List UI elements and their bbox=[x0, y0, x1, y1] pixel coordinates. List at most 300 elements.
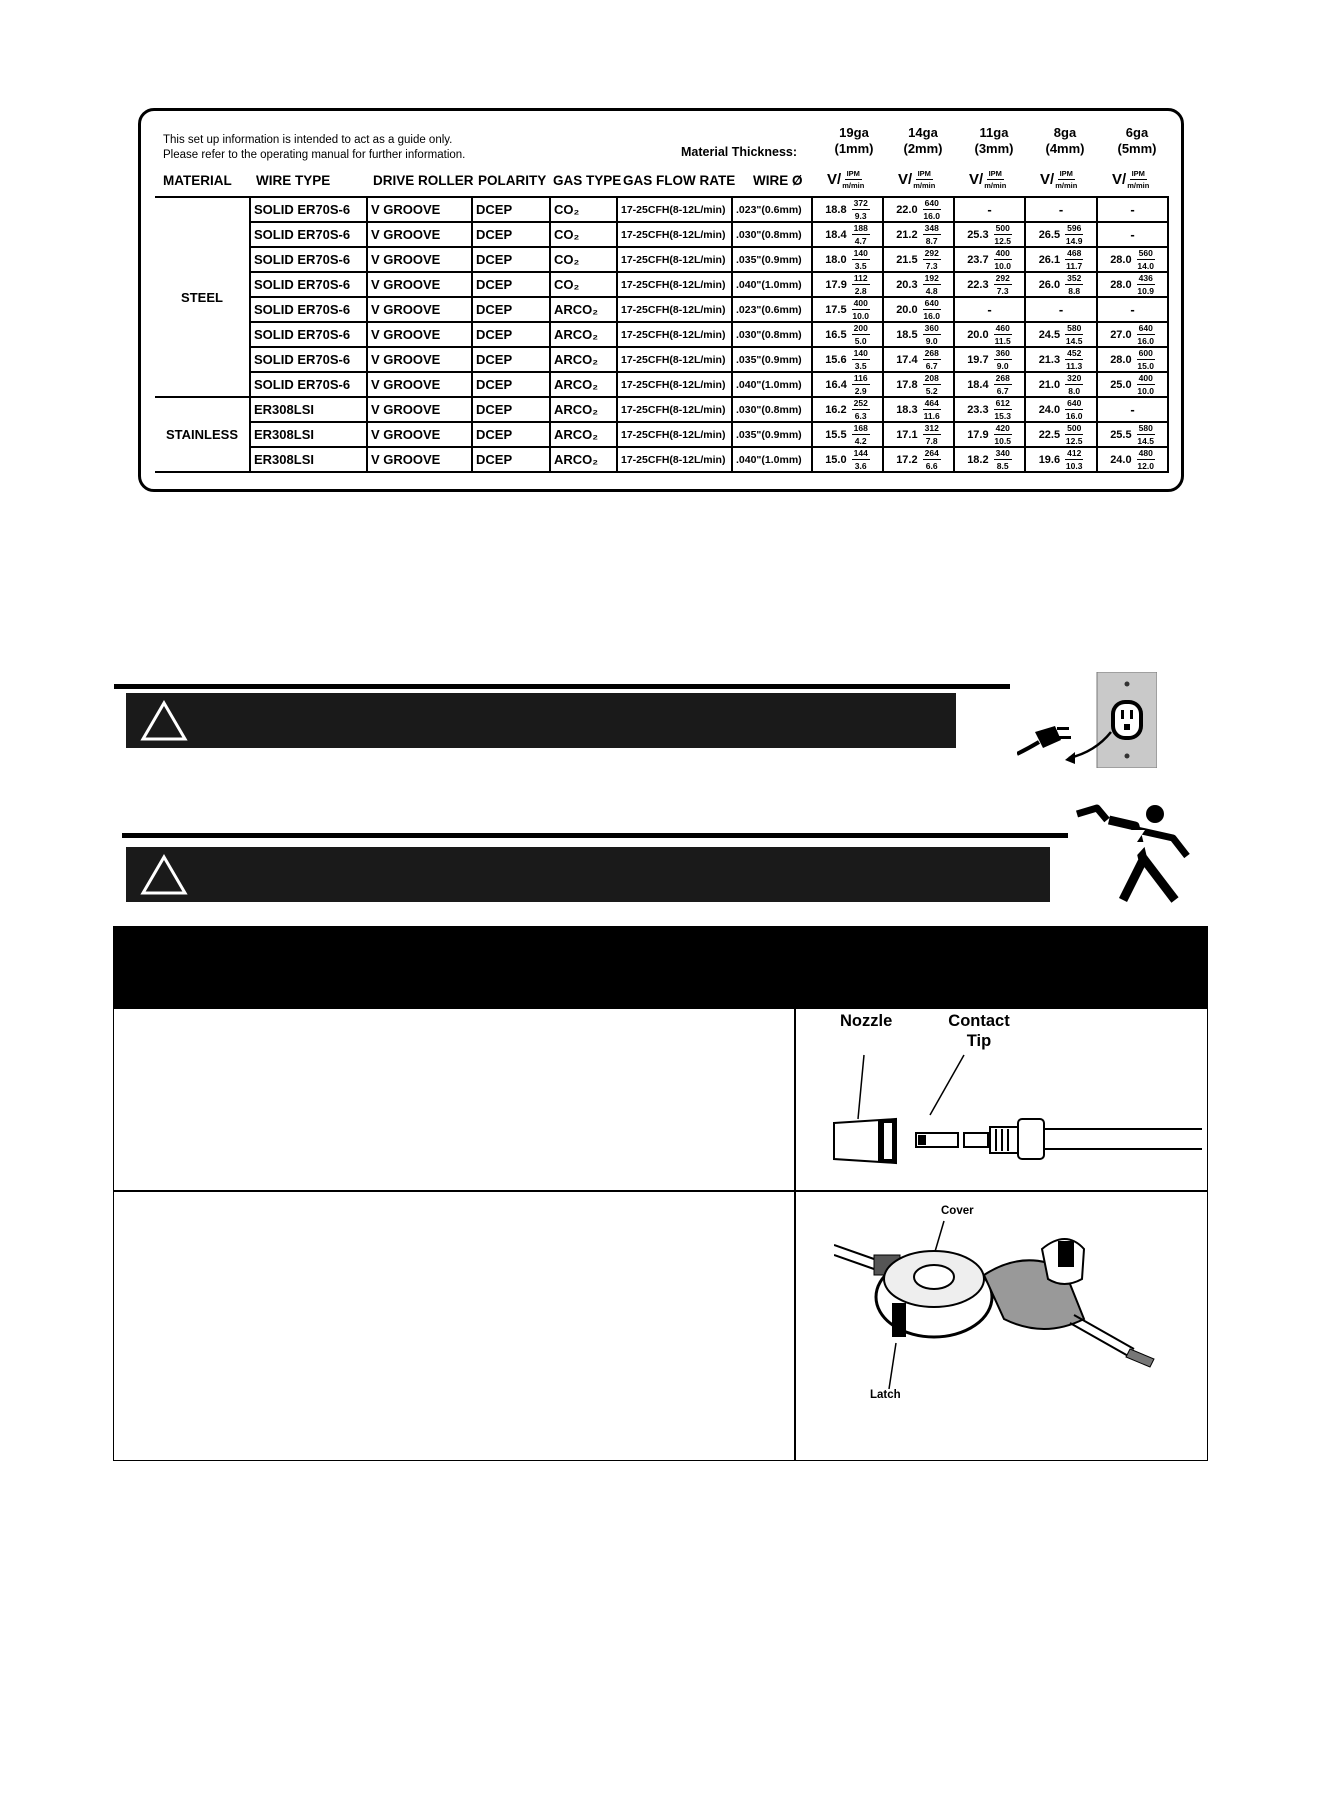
voltage-speed-cell bbox=[1025, 372, 1097, 397]
wire-speed-mmin: 6.7 bbox=[925, 361, 938, 371]
wire-type-cell: ER308LSI bbox=[250, 397, 367, 422]
guide-note-line2: Please refer to the operating manual for further information. bbox=[163, 149, 466, 161]
wire-speed-mmin: 5.0 bbox=[854, 336, 867, 346]
guide-note-line1: This set up information is intended to act as a guide only. bbox=[163, 134, 453, 146]
voltage-speed-cell bbox=[812, 447, 883, 472]
wire-speed-ipm: 460 bbox=[995, 323, 1010, 333]
wire-speed-fraction bbox=[1137, 248, 1155, 271]
voltage-speed-cell bbox=[883, 397, 954, 422]
voltage-speed-cell bbox=[812, 197, 883, 222]
voltage-speed-cell bbox=[1025, 272, 1097, 297]
wire-speed-mmin: 7.8 bbox=[925, 436, 938, 446]
wire-speed-mmin: 8.8 bbox=[1068, 286, 1081, 296]
wire-speed-mmin: 12.0 bbox=[1137, 461, 1154, 471]
wire-speed-ipm: 640 bbox=[924, 298, 939, 308]
voltage-speed-cell bbox=[1025, 322, 1097, 347]
warning-banner-shock bbox=[126, 847, 1050, 902]
electric-shock-icon bbox=[1073, 800, 1193, 905]
header-gas-flow-rate: GAS FLOW RATE bbox=[623, 173, 736, 188]
wire-speed-ipm: 400 bbox=[995, 248, 1010, 258]
unit-bottom: m/min bbox=[842, 181, 865, 190]
voltage-value: 21.3 bbox=[1038, 353, 1061, 366]
header-v-ipm-14ga bbox=[898, 169, 935, 190]
voltage-value: 21.5 bbox=[896, 253, 918, 266]
header-gas-type: GAS TYPE bbox=[553, 173, 622, 188]
voltage-value: 18.5 bbox=[896, 328, 918, 341]
voltage-speed-cell bbox=[883, 297, 954, 322]
column-divider bbox=[794, 1009, 796, 1460]
voltage-speed-cell bbox=[954, 347, 1025, 372]
warning-rule bbox=[122, 833, 1068, 838]
wire-type-cell: SOLID ER70S-6 bbox=[250, 322, 367, 347]
table-row bbox=[155, 397, 1168, 422]
header-v-ipm-19ga bbox=[827, 169, 864, 190]
voltage-value: 28.0 bbox=[1110, 353, 1132, 366]
drive-roller-cell: V GROOVE bbox=[367, 422, 472, 447]
wire-speed-fraction bbox=[852, 223, 870, 246]
voltage-speed-pair bbox=[957, 398, 1022, 421]
voltage-value: 17.9 bbox=[967, 428, 989, 441]
drive-roller-cell: V GROOVE bbox=[367, 397, 472, 422]
contact-tip-label bbox=[936, 1011, 1022, 1051]
gas-flow-cell: 17-25CFH(8-12L/min) bbox=[617, 372, 732, 397]
voltage-value: 18.0 bbox=[825, 253, 847, 266]
unit-top: IPM bbox=[1131, 169, 1145, 178]
table-row bbox=[155, 222, 1168, 247]
voltage-speed-pair bbox=[1028, 373, 1094, 396]
wire-speed-fraction bbox=[1065, 373, 1083, 396]
voltage-speed-cell bbox=[1097, 447, 1168, 472]
nozzle-label: Nozzle bbox=[840, 1012, 893, 1030]
header-wire-dia: WIRE Ø bbox=[753, 173, 803, 188]
gas-flow-cell: 17-25CFH(8-12L/min) bbox=[617, 447, 732, 472]
voltage-speed-cell bbox=[812, 297, 883, 322]
voltage-speed-cell bbox=[1025, 197, 1097, 222]
voltage-speed-cell bbox=[883, 372, 954, 397]
voltage-value: 26.5 bbox=[1038, 228, 1061, 241]
wire-speed-fraction bbox=[923, 323, 941, 346]
voltage-speed-pair bbox=[1028, 248, 1094, 271]
voltage-speed-pair bbox=[957, 223, 1022, 246]
header-v-ipm-8ga bbox=[1040, 169, 1077, 190]
voltage-value: 24.5 bbox=[1038, 328, 1061, 341]
table-row bbox=[155, 322, 1168, 347]
voltage-speed-cell bbox=[812, 247, 883, 272]
row-divider bbox=[114, 1190, 1207, 1192]
wire-spool-cover-diagram bbox=[834, 1219, 1164, 1391]
voltage-speed-pair bbox=[815, 398, 880, 421]
voltage-speed-pair bbox=[1028, 398, 1094, 421]
header-drive-roller: DRIVE ROLLER bbox=[373, 173, 474, 188]
voltage-value: 16.2 bbox=[825, 403, 847, 416]
wire-speed-mmin: 16.0 bbox=[923, 311, 940, 321]
voltage-speed-pair bbox=[1100, 248, 1165, 271]
voltage-value: 18.3 bbox=[896, 403, 918, 416]
drive-roller-cell: V GROOVE bbox=[367, 372, 472, 397]
unit-fraction bbox=[1127, 169, 1149, 190]
voltage-speed-cell bbox=[812, 322, 883, 347]
unit-fraction bbox=[984, 169, 1006, 190]
wire-speed-fraction bbox=[1137, 448, 1155, 471]
wire-speed-ipm: 360 bbox=[924, 323, 939, 333]
voltage-speed-pair bbox=[957, 248, 1022, 271]
wire-type-cell: SOLID ER70S-6 bbox=[250, 272, 367, 297]
wire-speed-ipm: 192 bbox=[924, 273, 939, 283]
voltage-speed-pair bbox=[957, 448, 1022, 471]
voltage-speed-pair bbox=[1028, 348, 1094, 371]
voltage-speed-cell bbox=[812, 347, 883, 372]
wire-speed-ipm: 268 bbox=[995, 373, 1010, 383]
unit-bottom: m/min bbox=[984, 181, 1007, 190]
wire-speed-fraction bbox=[923, 273, 941, 296]
gas-flow-cell: 17-25CFH(8-12L/min) bbox=[617, 422, 732, 447]
table-row bbox=[155, 297, 1168, 322]
wire-speed-mmin: 9.0 bbox=[925, 336, 938, 346]
gauge-19ga bbox=[824, 125, 884, 157]
voltage-speed-pair bbox=[886, 373, 951, 396]
voltage-value: 15.5 bbox=[825, 428, 847, 441]
wire-dia-cell: .040"(1.0mm) bbox=[732, 447, 812, 472]
wire-speed-mmin: 14.5 bbox=[1137, 436, 1154, 446]
wire-dia-cell: .040"(1.0mm) bbox=[732, 372, 812, 397]
polarity-cell: DCEP bbox=[472, 372, 550, 397]
wire-speed-ipm: 144 bbox=[853, 448, 868, 458]
wire-speed-fraction bbox=[852, 273, 870, 296]
wire-speed-fraction bbox=[1137, 273, 1155, 296]
voltage-value: 15.6 bbox=[825, 353, 847, 366]
wire-speed-mmin: 14.5 bbox=[1065, 336, 1083, 346]
voltage-value: 22.5 bbox=[1038, 428, 1061, 441]
wire-speed-ipm: 640 bbox=[1067, 398, 1082, 408]
drive-roller-cell: V GROOVE bbox=[367, 247, 472, 272]
wire-speed-ipm: 420 bbox=[995, 423, 1010, 433]
voltage-value: 16.4 bbox=[825, 378, 847, 391]
voltage-value: 26.0 bbox=[1038, 278, 1061, 291]
voltage-speed-cell bbox=[1097, 297, 1168, 322]
wire-type-cell: SOLID ER70S-6 bbox=[250, 222, 367, 247]
wire-speed-ipm: 580 bbox=[1138, 423, 1153, 433]
warning-rule bbox=[114, 684, 1010, 689]
voltage-speed-pair bbox=[815, 298, 880, 321]
polarity-cell: DCEP bbox=[472, 347, 550, 372]
gauge-mm: (4mm) bbox=[1045, 141, 1085, 156]
not-applicable-dash: - bbox=[1058, 202, 1064, 217]
voltage-speed-cell bbox=[883, 447, 954, 472]
voltage-speed-pair bbox=[1028, 323, 1094, 346]
header-v-ipm-11ga bbox=[969, 169, 1006, 190]
gauge-label: 6ga bbox=[1125, 125, 1149, 140]
wire-speed-mmin: 10.3 bbox=[1065, 461, 1083, 471]
wire-speed-mmin: 16.0 bbox=[923, 211, 940, 221]
not-applicable-dash: - bbox=[987, 202, 992, 217]
voltage-speed-cell bbox=[883, 247, 954, 272]
wire-speed-mmin: 3.5 bbox=[854, 361, 867, 371]
voltage-value: 19.6 bbox=[1038, 453, 1061, 466]
voltage-speed-cell bbox=[812, 222, 883, 247]
wire-speed-mmin: 5.2 bbox=[925, 386, 938, 396]
header-v-ipm-6ga bbox=[1112, 169, 1149, 190]
voltage-value: 26.1 bbox=[1038, 253, 1061, 266]
contact-tip-line2: Tip bbox=[966, 1032, 992, 1050]
voltage-value: 25.0 bbox=[1110, 378, 1132, 391]
wire-speed-fraction bbox=[1137, 348, 1155, 371]
wire-speed-mmin: 15.0 bbox=[1137, 361, 1154, 371]
unit-fraction bbox=[1055, 169, 1077, 190]
gas-type-cell: CO₂ bbox=[550, 272, 617, 297]
voltage-speed-cell bbox=[1025, 347, 1097, 372]
wire-speed-ipm: 340 bbox=[995, 448, 1010, 458]
wire-speed-mmin: 9.3 bbox=[854, 211, 867, 221]
wire-speed-ipm: 560 bbox=[1138, 248, 1153, 258]
table-row bbox=[155, 197, 1168, 222]
gas-flow-cell: 17-25CFH(8-12L/min) bbox=[617, 322, 732, 347]
voltage-value: 25.3 bbox=[967, 228, 989, 241]
wire-speed-fraction bbox=[852, 248, 870, 271]
voltage-value: 18.2 bbox=[967, 453, 989, 466]
voltage-speed-cell bbox=[954, 372, 1025, 397]
wire-speed-fraction bbox=[994, 248, 1012, 271]
drive-roller-cell: V GROOVE bbox=[367, 197, 472, 222]
wire-speed-fraction bbox=[923, 198, 941, 221]
wire-speed-fraction bbox=[1065, 448, 1083, 471]
voltage-value: 17.8 bbox=[896, 378, 918, 391]
wire-speed-fraction bbox=[852, 423, 870, 446]
gas-flow-cell: 17-25CFH(8-12L/min) bbox=[617, 397, 732, 422]
wire-dia-cell: .035"(0.9mm) bbox=[732, 347, 812, 372]
wire-speed-mmin: 15.3 bbox=[994, 411, 1011, 421]
wire-dia-cell: .035"(0.9mm) bbox=[732, 247, 812, 272]
gas-type-cell: ARCO₂ bbox=[550, 422, 617, 447]
polarity-cell: DCEP bbox=[472, 247, 550, 272]
voltage-speed-cell bbox=[954, 272, 1025, 297]
wire-speed-ipm: 320 bbox=[1067, 373, 1082, 383]
wire-speed-fraction bbox=[852, 323, 870, 346]
wire-speed-fraction bbox=[1137, 373, 1155, 396]
wire-speed-fraction bbox=[994, 398, 1012, 421]
gas-flow-cell: 17-25CFH(8-12L/min) bbox=[617, 297, 732, 322]
gauge-label: 14ga bbox=[908, 125, 938, 140]
voltage-value: 15.0 bbox=[825, 453, 847, 466]
v-prefix: V/ bbox=[898, 171, 913, 188]
voltage-speed-pair bbox=[1100, 323, 1165, 346]
wire-speed-fraction bbox=[1137, 423, 1155, 446]
voltage-speed-cell bbox=[1025, 447, 1097, 472]
wire-dia-cell: .023"(0.6mm) bbox=[732, 297, 812, 322]
maintenance-table bbox=[113, 926, 1208, 1461]
wire-speed-ipm: 596 bbox=[1067, 223, 1082, 233]
gauge-mm: (3mm) bbox=[974, 141, 1014, 156]
wire-speed-fraction bbox=[923, 348, 941, 371]
gauge-label: 8ga bbox=[1053, 125, 1077, 140]
drive-roller-cell: V GROOVE bbox=[367, 272, 472, 297]
voltage-speed-pair bbox=[815, 448, 880, 471]
wire-speed-ipm: 480 bbox=[1138, 448, 1153, 458]
gas-type-cell: CO₂ bbox=[550, 247, 617, 272]
wire-dia-cell: .030"(0.8mm) bbox=[732, 397, 812, 422]
voltage-speed-pair bbox=[886, 198, 951, 221]
voltage-speed-cell bbox=[1025, 222, 1097, 247]
voltage-value: 24.0 bbox=[1110, 453, 1132, 466]
maintenance-header-bar bbox=[114, 927, 1207, 1009]
wire-speed-mmin: 10.0 bbox=[852, 311, 869, 321]
voltage-speed-cell bbox=[883, 197, 954, 222]
wire-speed-mmin: 10.0 bbox=[1137, 386, 1154, 396]
voltage-speed-pair bbox=[957, 423, 1022, 446]
not-applicable-dash: - bbox=[987, 302, 992, 317]
voltage-value: 17.9 bbox=[825, 278, 847, 291]
table-row bbox=[155, 447, 1168, 472]
gas-type-cell: ARCO₂ bbox=[550, 322, 617, 347]
not-applicable-dash: - bbox=[1058, 302, 1064, 317]
drive-roller-cell: V GROOVE bbox=[367, 347, 472, 372]
voltage-speed-cell bbox=[812, 272, 883, 297]
settings-table-body bbox=[155, 197, 1168, 472]
unit-bottom: m/min bbox=[913, 181, 936, 190]
wire-speed-mmin: 14.9 bbox=[1065, 236, 1083, 246]
voltage-speed-pair bbox=[957, 348, 1022, 371]
voltage-speed-pair bbox=[815, 248, 880, 271]
wire-speed-fraction bbox=[852, 398, 870, 421]
wire-speed-ipm: 116 bbox=[853, 373, 868, 383]
voltage-speed-pair bbox=[1028, 423, 1094, 446]
wire-speed-fraction bbox=[852, 298, 870, 321]
gas-type-cell: CO₂ bbox=[550, 222, 617, 247]
wire-type-cell: ER308LSI bbox=[250, 447, 367, 472]
voltage-speed-pair bbox=[957, 373, 1022, 396]
wire-speed-fraction bbox=[923, 423, 941, 446]
wire-speed-fraction bbox=[923, 298, 941, 321]
voltage-speed-pair bbox=[886, 248, 951, 271]
wire-speed-ipm: 168 bbox=[853, 423, 868, 433]
wire-speed-fraction bbox=[923, 398, 941, 421]
voltage-speed-pair bbox=[957, 323, 1022, 346]
wire-speed-fraction bbox=[923, 248, 941, 271]
voltage-speed-cell bbox=[883, 422, 954, 447]
wire-speed-ipm: 464 bbox=[924, 398, 939, 408]
wire-speed-ipm: 268 bbox=[924, 348, 939, 358]
wire-speed-mmin: 10.0 bbox=[994, 261, 1011, 271]
voltage-speed-pair bbox=[886, 423, 951, 446]
gas-type-cell: ARCO₂ bbox=[550, 347, 617, 372]
gas-type-cell: ARCO₂ bbox=[550, 372, 617, 397]
unplug-outlet-icon bbox=[1017, 672, 1157, 768]
wire-speed-mmin: 2.8 bbox=[854, 286, 867, 296]
wire-speed-ipm: 188 bbox=[853, 223, 868, 233]
wire-speed-mmin: 14.0 bbox=[1137, 261, 1154, 271]
gauge-label: 11ga bbox=[979, 125, 1009, 140]
polarity-cell: DCEP bbox=[472, 297, 550, 322]
voltage-speed-cell bbox=[954, 222, 1025, 247]
unit-top: IPM bbox=[846, 169, 860, 178]
voltage-speed-cell bbox=[1025, 247, 1097, 272]
wire-speed-fraction bbox=[1065, 398, 1083, 421]
unit-top: IPM bbox=[988, 169, 1002, 178]
cover-label: Cover bbox=[941, 1205, 974, 1217]
voltage-speed-cell bbox=[1097, 247, 1168, 272]
wire-speed-mmin: 7.3 bbox=[925, 261, 938, 271]
wire-speed-ipm: 400 bbox=[853, 298, 868, 308]
voltage-value: 17.5 bbox=[825, 303, 847, 316]
settings-table bbox=[155, 196, 1169, 473]
polarity-cell: DCEP bbox=[472, 447, 550, 472]
guide-note bbox=[163, 133, 465, 163]
gauge-mm: (1mm) bbox=[834, 141, 874, 156]
voltage-value: 17.4 bbox=[896, 353, 918, 366]
wire-speed-fraction bbox=[923, 223, 941, 246]
polarity-cell: DCEP bbox=[472, 272, 550, 297]
material-cell: STEEL bbox=[155, 197, 250, 397]
wire-dia-cell: .023"(0.6mm) bbox=[732, 197, 812, 222]
gas-flow-cell: 17-25CFH(8-12L/min) bbox=[617, 347, 732, 372]
wire-speed-mmin: 4.7 bbox=[854, 236, 867, 246]
wire-speed-mmin: 3.6 bbox=[854, 461, 867, 471]
voltage-speed-cell bbox=[883, 322, 954, 347]
voltage-speed-pair bbox=[886, 323, 951, 346]
voltage-speed-pair bbox=[886, 398, 951, 421]
wire-speed-fraction bbox=[852, 373, 870, 396]
unit-bottom: m/min bbox=[1055, 181, 1078, 190]
wire-speed-ipm: 580 bbox=[1067, 323, 1082, 333]
wire-speed-ipm: 208 bbox=[924, 373, 939, 383]
voltage-speed-cell bbox=[954, 197, 1025, 222]
wire-speed-mmin: 6.7 bbox=[996, 386, 1009, 396]
gas-flow-cell: 17-25CFH(8-12L/min) bbox=[617, 247, 732, 272]
material-thickness-label: Material Thickness: bbox=[681, 145, 798, 159]
wire-speed-mmin: 16.0 bbox=[1065, 411, 1083, 421]
wire-speed-mmin: 2.9 bbox=[854, 386, 867, 396]
wire-type-cell: SOLID ER70S-6 bbox=[250, 247, 367, 272]
voltage-speed-cell bbox=[1097, 272, 1168, 297]
wire-speed-mmin: 11.7 bbox=[1066, 261, 1083, 271]
voltage-value: 22.3 bbox=[967, 278, 989, 291]
wire-speed-fraction bbox=[994, 348, 1012, 371]
v-prefix: V/ bbox=[1112, 171, 1127, 188]
voltage-speed-pair bbox=[815, 348, 880, 371]
polarity-cell: DCEP bbox=[472, 322, 550, 347]
wire-type-cell: SOLID ER70S-6 bbox=[250, 347, 367, 372]
gauge-label: 19ga bbox=[839, 125, 869, 140]
header-wire-type: WIRE TYPE bbox=[256, 173, 331, 188]
wire-speed-fraction bbox=[852, 198, 870, 221]
voltage-value: 18.4 bbox=[967, 378, 989, 391]
wire-speed-ipm: 612 bbox=[995, 398, 1010, 408]
wire-type-cell: ER308LSI bbox=[250, 422, 367, 447]
voltage-speed-pair bbox=[886, 273, 951, 296]
voltage-speed-cell bbox=[812, 397, 883, 422]
wire-speed-mmin: 4.2 bbox=[854, 436, 867, 446]
wire-speed-fraction bbox=[1065, 423, 1083, 446]
voltage-speed-pair bbox=[1100, 373, 1165, 396]
material-cell: STAINLESS bbox=[155, 397, 250, 472]
wire-speed-fraction bbox=[923, 448, 941, 471]
voltage-value: 23.3 bbox=[967, 403, 989, 416]
wire-speed-fraction bbox=[994, 448, 1012, 471]
unit-bottom: m/min bbox=[1127, 181, 1150, 190]
gas-flow-cell: 17-25CFH(8-12L/min) bbox=[617, 272, 732, 297]
wire-speed-mmin: 16.0 bbox=[1137, 336, 1154, 346]
voltage-value: 18.8 bbox=[825, 203, 847, 216]
voltage-speed-pair bbox=[886, 223, 951, 246]
table-row bbox=[155, 422, 1168, 447]
wire-speed-mmin: 3.5 bbox=[854, 261, 867, 271]
voltage-speed-pair bbox=[957, 273, 1022, 296]
wire-speed-mmin: 7.3 bbox=[996, 286, 1009, 296]
wire-speed-fraction bbox=[1065, 223, 1083, 246]
gas-type-cell: CO₂ bbox=[550, 197, 617, 222]
voltage-value: 19.7 bbox=[967, 353, 989, 366]
wire-speed-mmin: 11.3 bbox=[1066, 361, 1083, 371]
gas-flow-cell: 17-25CFH(8-12L/min) bbox=[617, 197, 732, 222]
